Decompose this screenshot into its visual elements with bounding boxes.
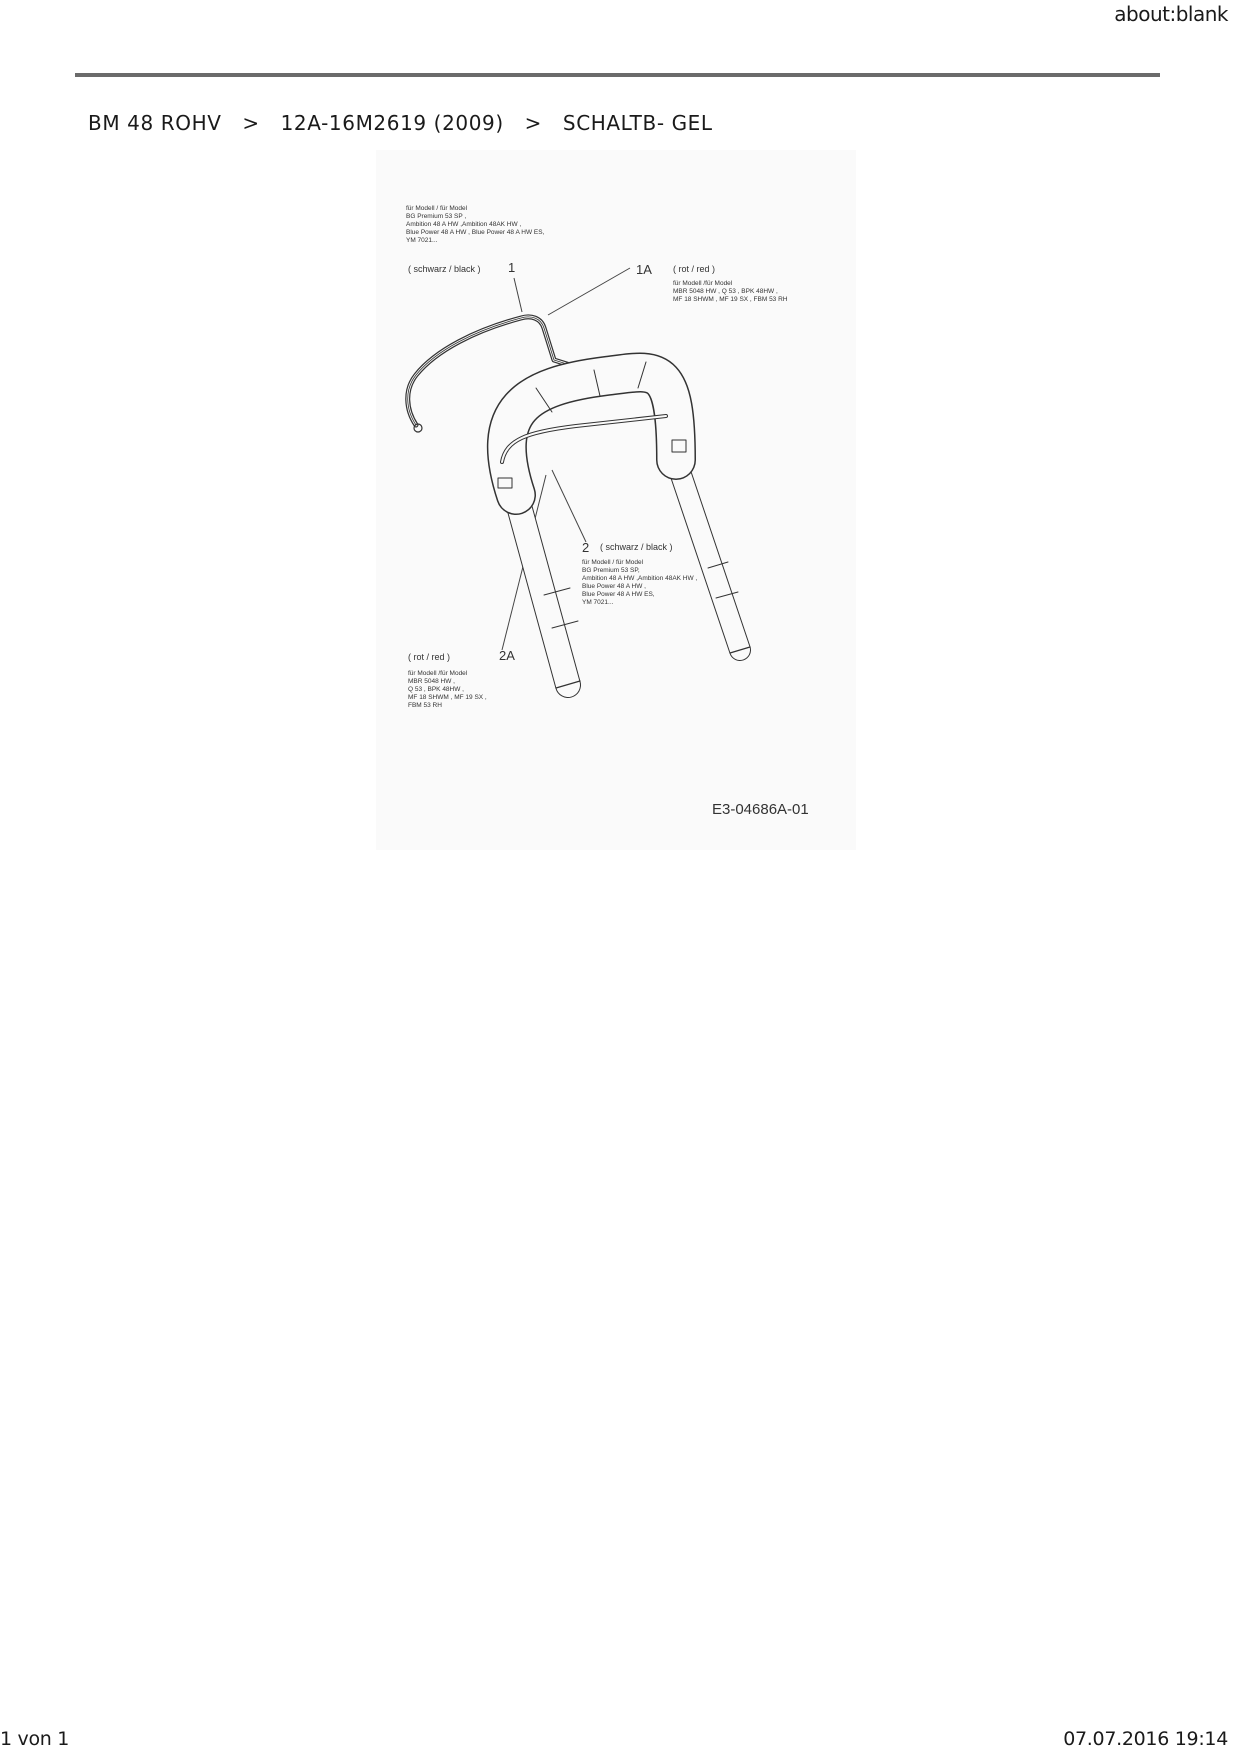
part-2-color: ( schwarz / black ) xyxy=(600,542,673,552)
part-1-number: 1 xyxy=(508,260,516,275)
page-number: 1 von 1 xyxy=(0,1728,70,1750)
breadcrumb-separator: > xyxy=(524,111,543,135)
parts-diagram xyxy=(376,150,856,850)
print-datetime: 07.07.2016 19:14 xyxy=(1063,1728,1228,1750)
part-2A-number: 2A xyxy=(499,648,515,663)
model-line: für Modell /für Model xyxy=(408,670,468,677)
model-line: YM 7021... xyxy=(406,237,438,244)
model-line: FBM 53 RH xyxy=(408,702,442,709)
breadcrumb-model: BM 48 ROHV xyxy=(88,111,222,135)
handle-drawing xyxy=(498,362,750,688)
model-line: MBR 5048 HW , xyxy=(408,678,455,685)
model-line: BG Premium 53 SP, xyxy=(582,567,640,574)
part-1-models xyxy=(406,205,545,244)
part-2A-color: ( rot / red ) xyxy=(408,652,451,662)
model-line: Blue Power 48 A HW , xyxy=(582,583,646,590)
model-line: MF 18 SHWM , MF 19 SX , xyxy=(408,694,487,701)
model-line: Q 53 , BPK 48HW , xyxy=(408,686,464,693)
model-line: BG Premium 53 SP , xyxy=(406,213,467,220)
model-line: für Modell / für Model xyxy=(406,205,468,212)
breadcrumb-variant: 12A-16M2619 (2009) xyxy=(280,111,504,135)
model-line: Blue Power 48 A HW , Blue Power 48 A HW ES, xyxy=(406,229,545,236)
drawing-code: E3-04686A-01 xyxy=(712,801,809,818)
model-line: Ambition 48 A HW ,Ambition 48AK HW , xyxy=(406,221,522,228)
part-2A-models xyxy=(408,670,487,709)
part-2-models xyxy=(582,559,697,606)
model-line: Ambition 48 A HW ,Ambition 48AK HW , xyxy=(582,575,698,582)
model-line: Blue Power 48 A HW ES, xyxy=(582,591,655,598)
header-rule xyxy=(75,73,1160,77)
model-line: für Modell / für Model xyxy=(582,559,644,566)
model-line: MBR 5048 HW , Q 53 , BPK 48HW , xyxy=(673,288,778,295)
part-1A-color: ( rot / red ) xyxy=(673,264,716,274)
part-1A-models xyxy=(673,280,788,303)
page-url: about:blank xyxy=(1114,2,1228,26)
model-line: YM 7021... xyxy=(582,599,614,606)
part-2-number: 2 xyxy=(582,540,590,555)
model-line: für Modell /für Model xyxy=(673,280,733,287)
breadcrumb-separator: > xyxy=(242,111,260,135)
breadcrumb-section: SCHALTB- GEL xyxy=(562,111,713,135)
part-1A-number: 1A xyxy=(636,262,652,277)
model-line: MF 18 SHWM , MF 19 SX , FBM 53 RH xyxy=(673,296,788,303)
breadcrumb xyxy=(88,111,713,135)
part-1-color: ( schwarz / black ) xyxy=(408,264,481,274)
